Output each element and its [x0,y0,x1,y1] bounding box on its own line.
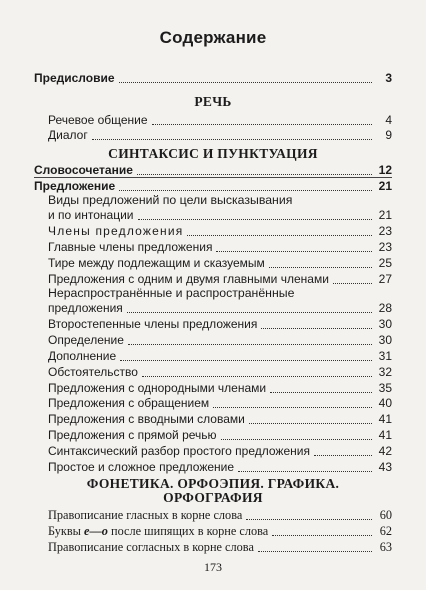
toc-entry-label: Нераспространённые и распространённые [48,286,295,300]
toc-entry[interactable] [34,161,392,178]
toc-entry-page: 25 [378,256,392,270]
toc-entry[interactable] [34,270,392,287]
leader-dots [152,114,372,125]
toc-entry-label: Дополнение [48,349,117,363]
toc-entry-label: Правописание согласных в корне слова [48,540,254,554]
toc-entry-page: 23 [378,224,392,238]
page-number: 173 [204,560,222,574]
label-letters: е—о [84,524,108,538]
toc-entry[interactable] [34,299,392,316]
leader-dots [272,525,372,536]
toc-entry[interactable] [34,254,392,271]
toc-entry-label: Правописание гласных в корне слова [48,508,243,522]
leader-dots [119,72,372,83]
toc-entry-page: 21 [378,208,392,222]
toc-entry-page: 31 [378,349,392,363]
toc-entry-label [34,524,268,539]
toc-entry[interactable] [34,315,392,332]
toc-entry[interactable] [34,238,392,255]
leader-dots [314,445,372,456]
toc-entry-page: 60 [379,508,392,522]
toc-entry-page: 62 [379,524,392,538]
toc-entry-page: 42 [378,444,392,458]
section-heading-syntax: СИНТАКСИС И ПУНКТУАЦИЯ [108,146,318,161]
toc-entry-page: 3 [385,71,392,85]
leader-dots [120,350,372,361]
label-suffix: после шипящих в корне слова [107,524,269,538]
toc-entry-page: 9 [385,128,392,142]
toc-entry[interactable] [34,442,392,459]
toc-entry[interactable] [34,506,392,523]
toc-entry-label: Члены предложения [48,224,184,238]
leader-dots [269,257,372,268]
leader-dots [221,429,372,440]
toc-entry-label: Простое и сложное предложение [48,460,235,474]
leader-dots [238,461,372,472]
toc-entry-page: 40 [378,396,392,410]
leader-dots [127,302,372,313]
toc-entry-page: 30 [378,333,392,347]
label-prefix: Буквы [48,524,85,538]
toc-entry[interactable] [34,206,392,223]
toc-entry-label: Определение [48,333,124,347]
toc-entry-page: 35 [378,381,392,395]
toc-entry-label: Диалог [48,128,88,142]
toc-entry-page: 41 [378,428,392,442]
toc-entry-label: Предложения с обращением [48,396,210,410]
toc-entry-label: Предложение [34,179,116,193]
toc-entry[interactable] [34,538,392,555]
toc-entry-page: 32 [378,365,392,379]
toc-entry[interactable] [34,331,392,348]
toc-entry-page: 21 [378,179,392,193]
toc-entry[interactable] [34,410,392,427]
toc-entry[interactable] [34,458,392,475]
leader-dots [246,509,372,520]
toc-entry[interactable] [34,363,392,380]
toc-entry-label: Предложения с одним и двумя главными членами [48,272,329,286]
toc-entry-page: 12 [378,163,392,177]
toc-entry[interactable] [34,177,392,194]
toc-entry-label: Предисловие [34,71,115,85]
section-heading-speech: РЕЧЬ [194,94,232,109]
leader-dots [142,366,372,377]
toc-entry-label: Тире между подлежащим и сказуемым [48,256,265,270]
leader-dots [258,541,372,552]
toc-entry-label: Словосочетание [34,163,133,177]
toc-entry-label: и по интонации [48,208,134,222]
toc-entry-page: 28 [378,301,392,315]
leader-dots [333,273,372,284]
leader-dots [270,382,372,393]
toc-entry-page: 4 [385,113,392,127]
toc-entry-label: Виды предложений по цели высказывания [48,193,293,207]
leader-dots [92,129,372,140]
leader-dots [138,209,373,220]
toc-entry-label: Главные члены предложения [48,240,213,254]
toc-entry[interactable] [34,522,392,539]
toc-entry-page: 43 [378,460,392,474]
leader-dots [249,413,372,424]
toc-entry-page: 30 [378,317,392,331]
page-title: Содержание [159,28,267,47]
leader-dots [213,397,372,408]
toc-entry[interactable] [34,69,392,86]
toc-entry-label: Синтаксический разбор простого предложения [48,444,310,458]
leader-dots [119,180,372,191]
section-heading-orthography: ОРФОГРАФИЯ [163,490,263,505]
toc-entry-page: 63 [379,540,392,554]
section-heading-phonetics: ФОНЕТИКА. ОРФОЭПИЯ. ГРАФИКА. [86,476,340,491]
toc-entry[interactable] [34,126,392,143]
toc-entry-label: Предложения с однородными членами [48,381,267,395]
toc-entry-label: предложения [48,301,123,315]
bleed-through [150,4,153,15]
toc-entry-label: Речевое общение [48,113,148,127]
toc-entry-label: Второстепенные члены предложения [48,317,258,331]
leader-dots [137,164,372,175]
toc-entry-label: Обстоятельство [48,365,138,379]
toc-entry[interactable] [34,426,392,443]
toc-entry-label: Предложения с вводными словами [48,412,245,426]
leader-dots [261,318,372,329]
leader-dots [128,334,372,345]
toc-entry-page: 41 [378,412,392,426]
toc-entry-page: 23 [378,240,392,254]
toc-entry[interactable] [34,394,392,411]
leader-dots [187,225,372,236]
toc-entry-page: 27 [378,272,392,286]
toc-entry-label: Предложения с прямой речью [48,428,217,442]
toc-entry[interactable] [34,222,392,239]
leader-dots [216,241,372,252]
toc-entry[interactable] [34,347,392,364]
